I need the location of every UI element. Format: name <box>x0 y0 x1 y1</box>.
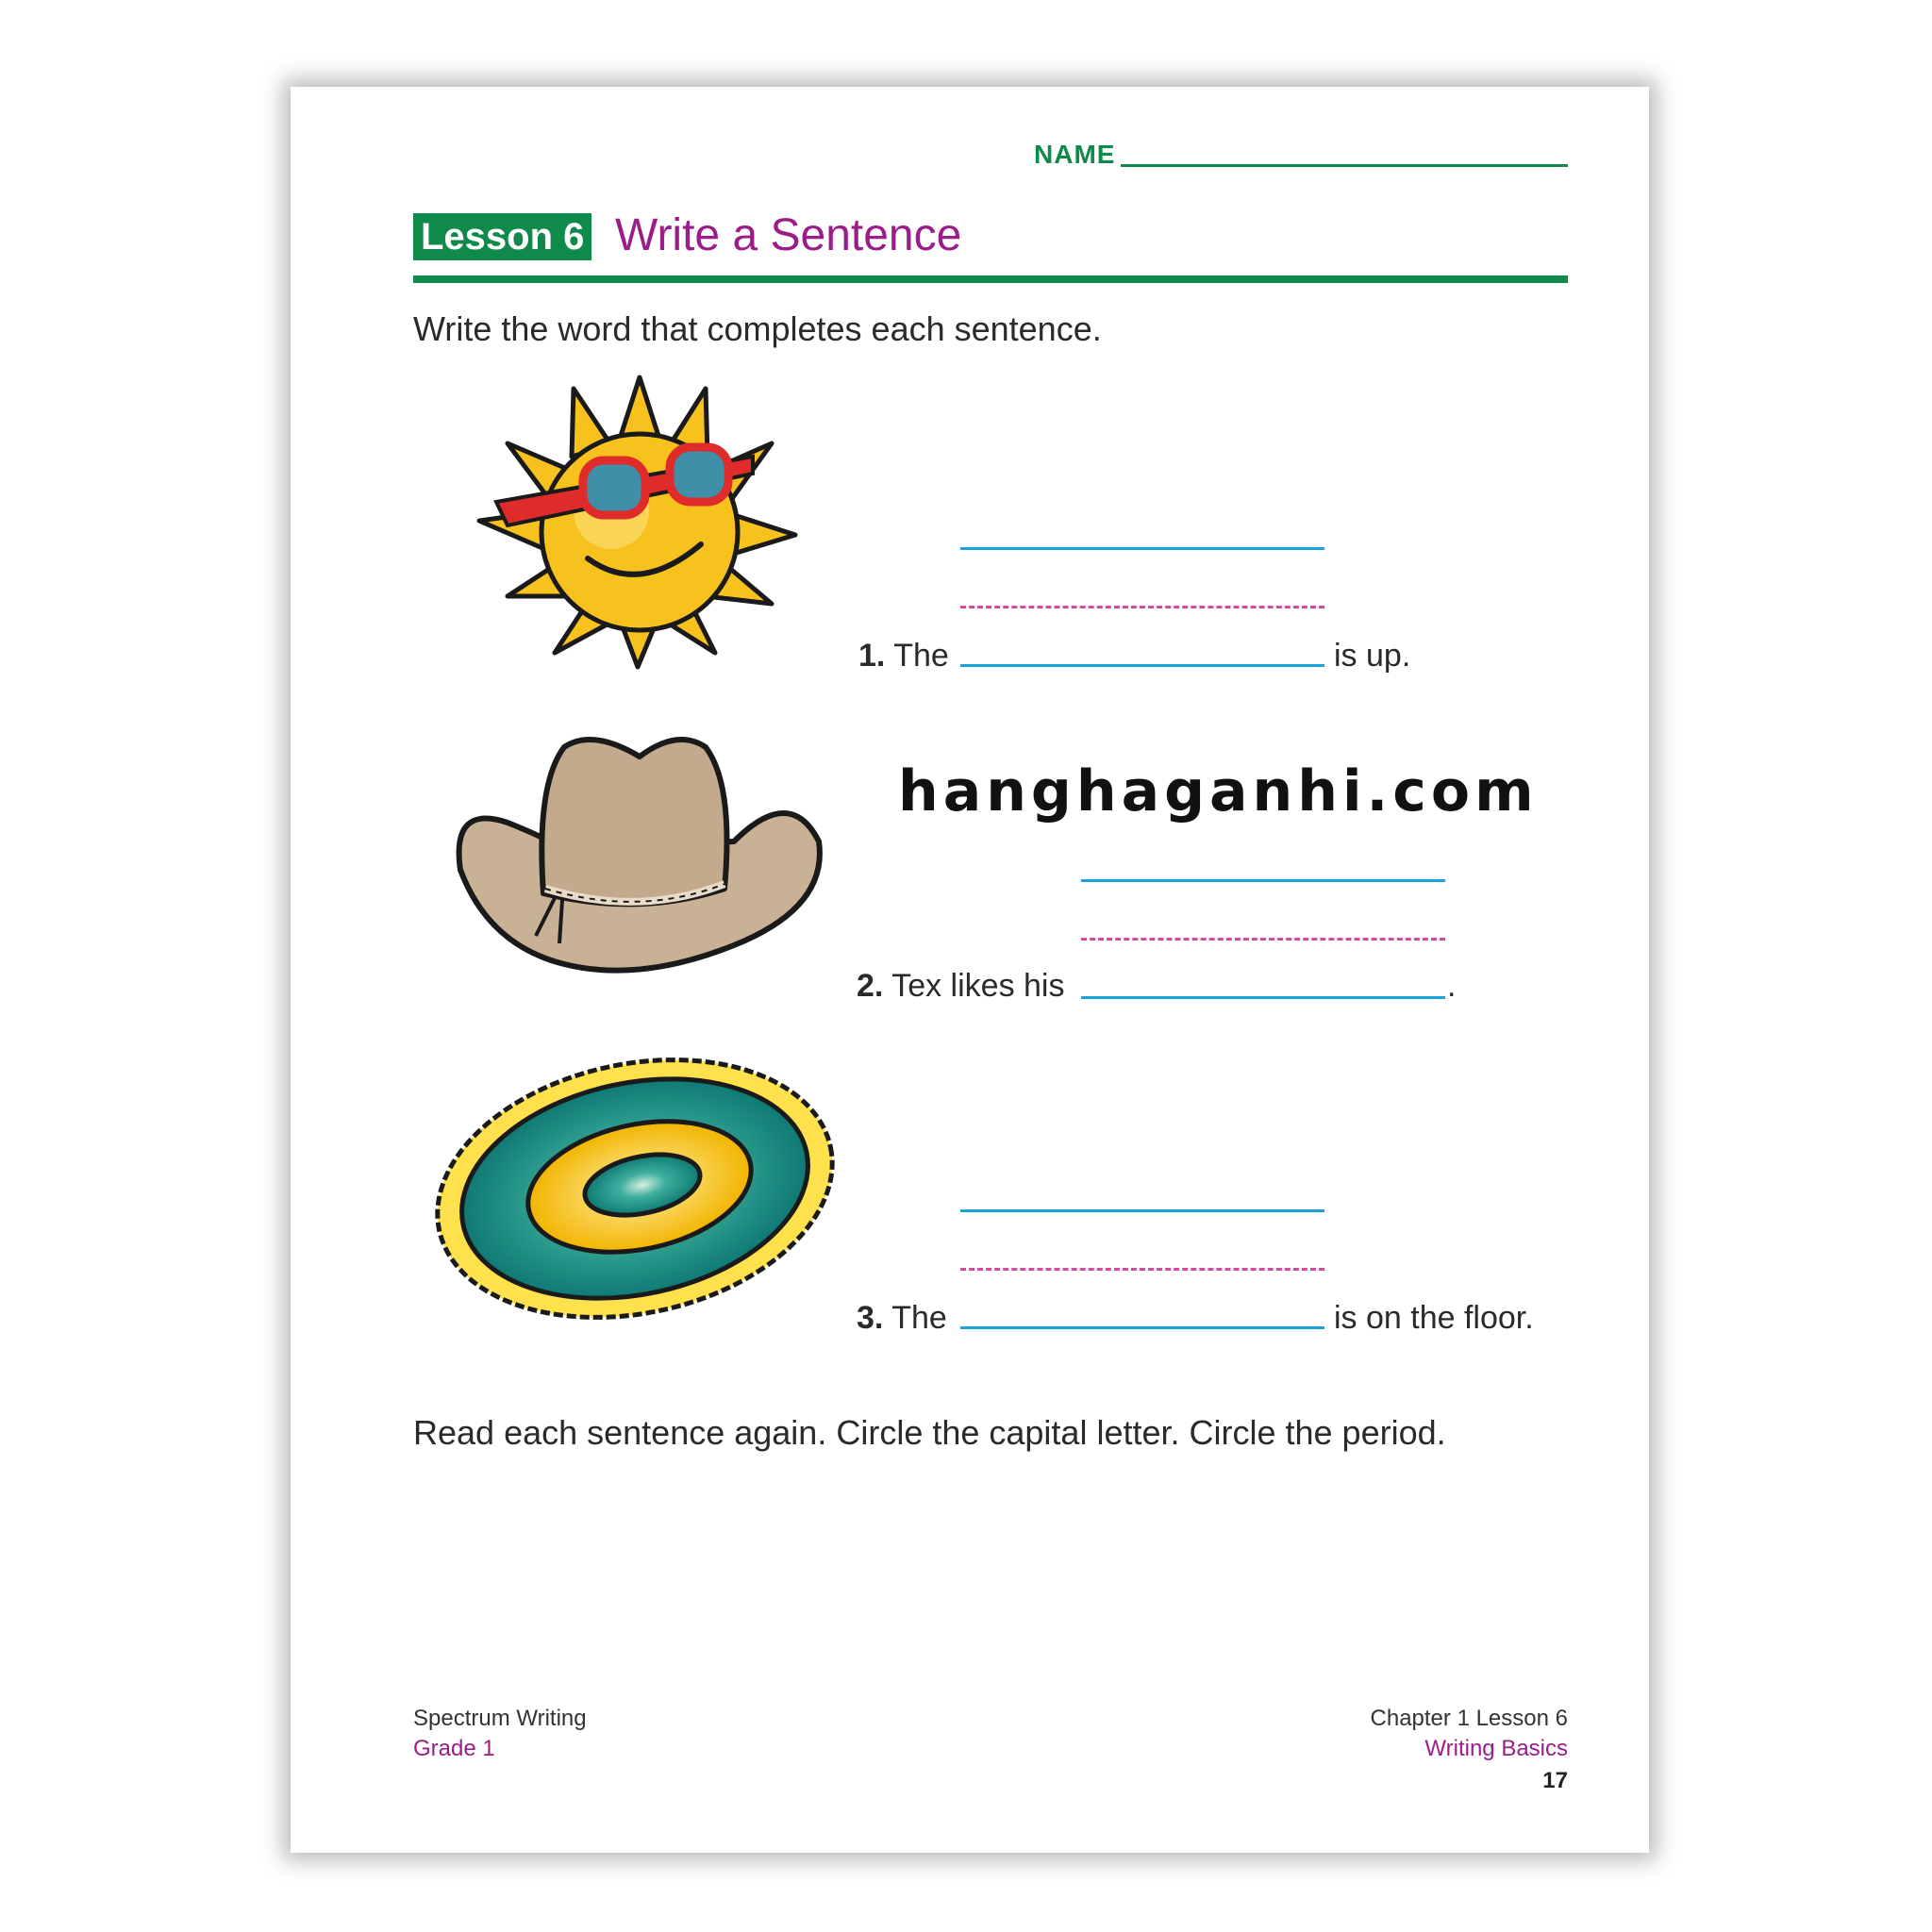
name-label: NAME <box>1034 140 1116 169</box>
writing-guide-mid-3 <box>960 1268 1324 1271</box>
sentence-2 <box>857 968 1064 1005</box>
header-rule <box>413 275 1568 283</box>
sentence-text-before: The <box>893 638 949 674</box>
sentence-text-before: Tex likes his <box>891 968 1065 1004</box>
answer-line-3[interactable] <box>960 1326 1324 1329</box>
lesson-badge: Lesson 6 <box>413 213 591 260</box>
sentence-3 <box>857 1300 947 1337</box>
lesson-title: Write a Sentence <box>615 210 962 260</box>
sentence-number: 1. <box>858 638 886 674</box>
sentence-text-before: The <box>891 1300 947 1336</box>
sentence-number: 3. <box>857 1300 884 1336</box>
footer-right <box>1371 1704 1568 1764</box>
footer-section: Writing Basics <box>1424 1736 1568 1761</box>
sentence-text-after: is on the floor. <box>1334 1300 1534 1336</box>
writing-guide-top-2 <box>1081 879 1445 882</box>
answer-line-1[interactable] <box>960 664 1324 667</box>
sentence-number: 2. <box>857 968 884 1004</box>
sentence-text-after: is up. <box>1334 638 1411 674</box>
closing-instruction: Read each sentence again. Circle the capital letter. Circle the period. <box>413 1413 1446 1452</box>
footer-left <box>413 1704 587 1764</box>
cowboy-hat-illustration <box>451 728 828 974</box>
footer-chapter: Chapter 1 Lesson 6 <box>1370 1706 1568 1731</box>
page-number: 17 <box>1542 1768 1568 1793</box>
writing-guide-top-3 <box>960 1209 1324 1212</box>
sentence-1 <box>858 638 949 675</box>
name-line[interactable] <box>1121 164 1568 167</box>
instructions: Write the word that completes each sentence. <box>413 309 1102 348</box>
rug-illustration <box>427 1049 842 1323</box>
worksheet-page <box>291 87 1649 1853</box>
answer-line-2[interactable] <box>1081 996 1445 999</box>
writing-guide-top-1 <box>960 547 1324 550</box>
sun-illustration <box>470 370 809 672</box>
footer-book: Spectrum Writing <box>413 1706 587 1731</box>
writing-guide-mid-2 <box>1081 938 1445 941</box>
writing-guide-mid-1 <box>960 606 1324 608</box>
footer-grade: Grade 1 <box>413 1736 495 1761</box>
sentence-text-after: . <box>1447 968 1457 1004</box>
watermark: hanghaganhi.com <box>898 758 1539 824</box>
